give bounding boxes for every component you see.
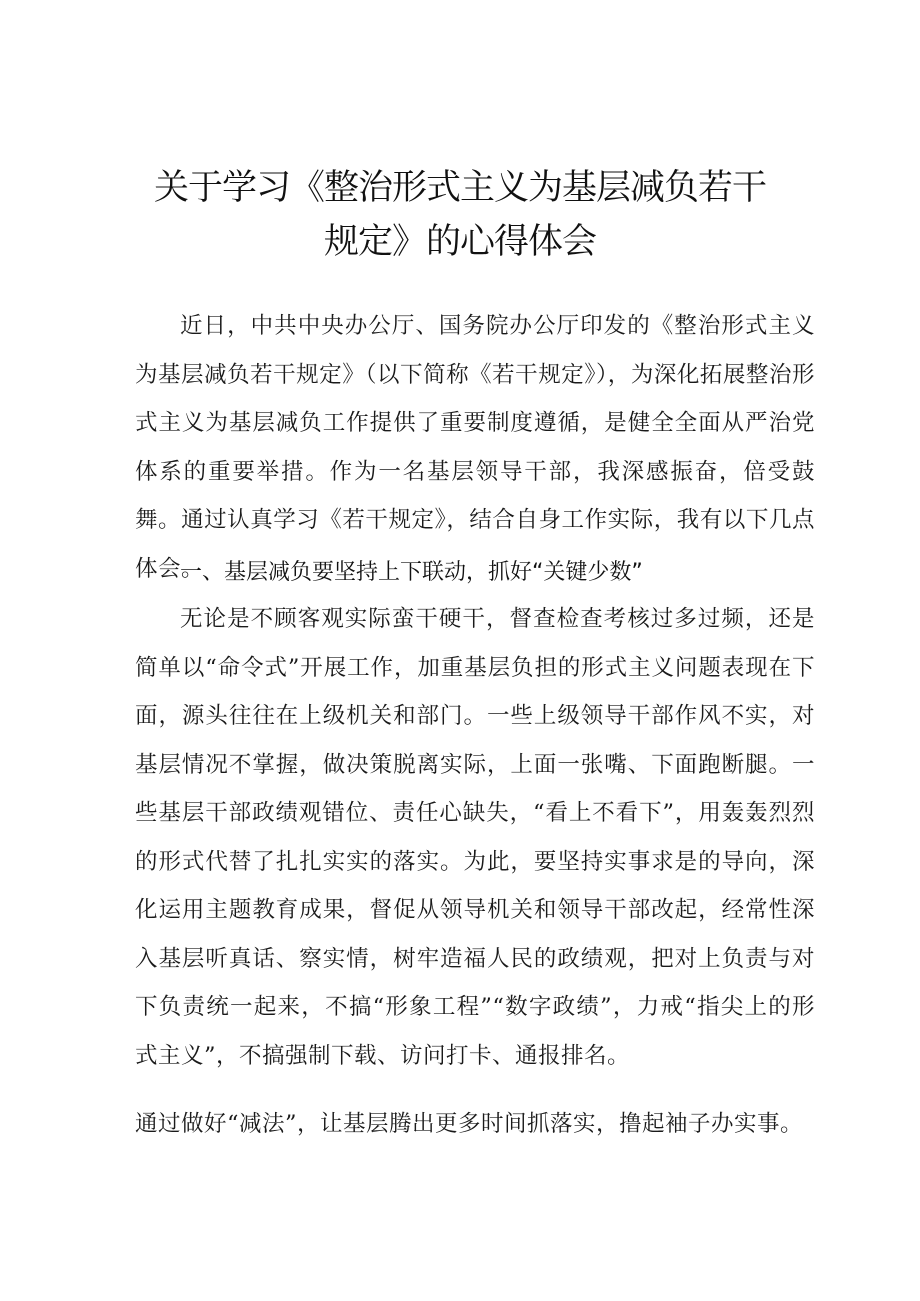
document-title-line2: 规定》的心得体会 [323, 222, 596, 262]
section-heading-1: 一、基层减负要坚持上下联动，抓好“关键少数” [180, 560, 643, 585]
document-title-line1: 关于学习《整治形式主义为基层减负若干 [153, 168, 766, 208]
paragraph-intro: 近日，中共中央办公厅、国务院办公厅印发的《整治形式主义为基层减负若干规定》（以下简称《若干规定》），为深化拓展整治形式主义为基层减负工作提供了重要制度遵循，是健全全面从严治党体系的重要举措。作为一名基层领导干部，我深感振奋，倍受鼓舞。通过认真学习《若干规定》，结合自身工作实际，我有以下几点体会。 [135, 313, 815, 582]
paragraph-continuation: 通过做好“减法”，让基层腾出更多时间抓落实，撸起袖子办实事。 [135, 1111, 804, 1137]
paragraph-section-1: 无论是不顾客观实际蛮干硬干，督查检查考核过多过频，还是简单以“命令式”开展工作，加重基层负担的形式主义问题表现在下面，源头往往在上级机关和部门。一些上级领导干部作风不实，对基层情况不掌握，做决策脱离实际，上面一张嘴、下面跑断腿。一些基层干部政绩观错位、责任心缺失，“看上不看下”，用轰轰烈烈的形式代替了扎扎实实的落实。为此，要坚持实事求是的导向，深化运用主题教育成果，督促从领导机关和领导干部改起，经常性深入基层听真话、察实情，树牢造福人民的政绩观，把对上负责与对下负责统一起来，不搞“形象工程”“数字政绩”，力戒“指尖上的形式主义”，不搞强制下载、访问打卡、通报排名。 [135, 606, 815, 1069]
